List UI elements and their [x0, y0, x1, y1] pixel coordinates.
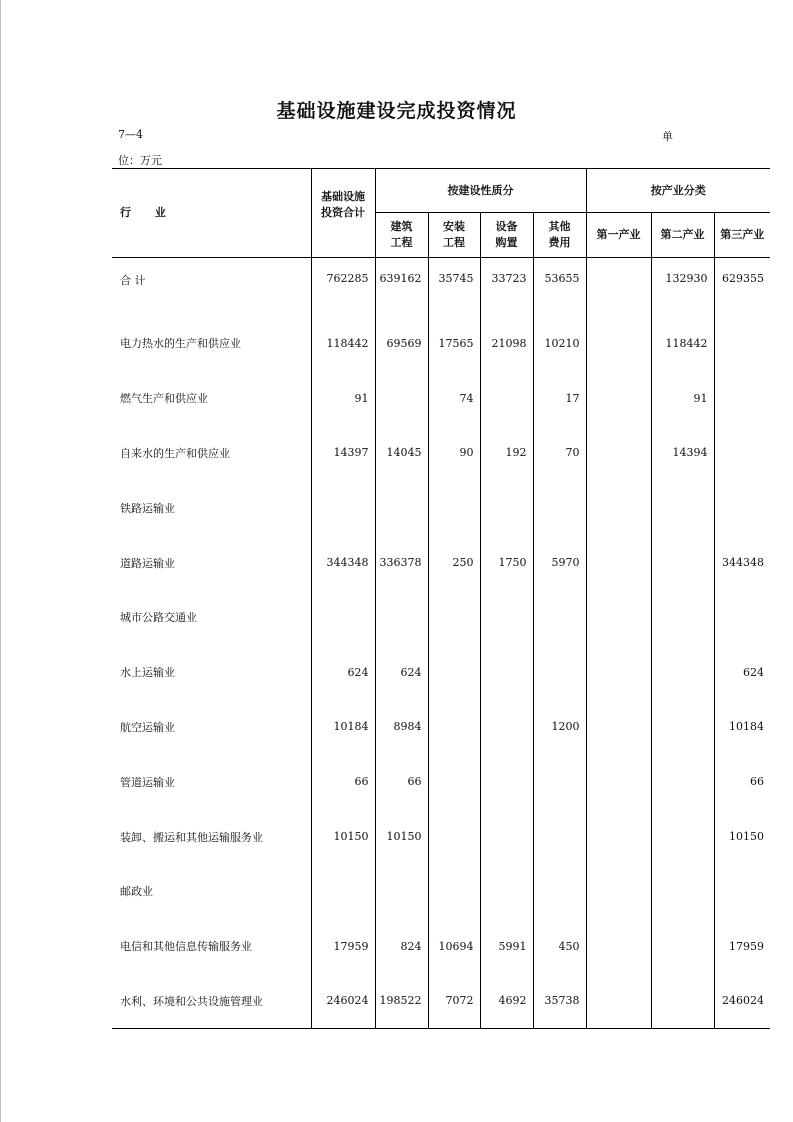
row-industry-name: 电信和其他信息传输服务业 — [120, 940, 252, 954]
row-industry-name: 燃气生产和供应业 — [120, 392, 208, 406]
row-industry-name: 电力热水的生产和供应业 — [120, 337, 241, 351]
cell-secondary: 132930 — [651, 258, 714, 317]
cell-secondary — [651, 590, 714, 645]
row-industry-name: 自来水的生产和供应业 — [120, 446, 230, 460]
cell-other: 17 — [533, 371, 586, 426]
table-row — [112, 754, 770, 809]
page-left-edge — [0, 0, 1, 1122]
cell-total: 246024 — [311, 974, 375, 1029]
row-industry-name: 城市公路交通业 — [120, 611, 197, 625]
cell-equipment — [480, 480, 533, 535]
cell-total — [311, 864, 375, 919]
header-industry: 行 业 — [112, 169, 311, 258]
cell-construction: 14045 — [375, 426, 428, 481]
cell-total: 91 — [311, 371, 375, 426]
cell-secondary — [651, 480, 714, 535]
cell-primary — [586, 426, 651, 481]
cell-secondary: 14394 — [651, 426, 714, 481]
cell-total: 66 — [311, 754, 375, 809]
cell-construction — [375, 480, 428, 535]
cell-primary — [586, 700, 651, 755]
table-row — [112, 974, 770, 1029]
cell-construction: 66 — [375, 754, 428, 809]
cell-installation — [428, 700, 480, 755]
cell-secondary — [651, 919, 714, 974]
header-equipment-line2: 购置 — [495, 236, 518, 249]
table-row — [112, 480, 770, 535]
cell-equipment — [480, 371, 533, 426]
cell-total: 10150 — [311, 809, 375, 864]
table-row — [112, 258, 770, 317]
cell-primary — [586, 919, 651, 974]
header-construction — [375, 213, 428, 258]
cell-primary — [586, 371, 651, 426]
table-row — [112, 864, 770, 919]
cell-construction: 639162 — [375, 258, 428, 317]
cell-other — [533, 864, 586, 919]
header-construction-line2: 工程 — [390, 236, 413, 249]
cell-other: 450 — [533, 919, 586, 974]
cell-tertiary — [714, 590, 770, 645]
cell-tertiary — [714, 426, 770, 481]
table-row — [112, 535, 770, 590]
cell-installation — [428, 754, 480, 809]
table-row — [112, 919, 770, 974]
cell-installation — [428, 864, 480, 919]
cell-total: 762285 — [311, 258, 375, 317]
cell-total — [311, 590, 375, 645]
cell-construction: 336378 — [375, 535, 428, 590]
row-industry-name: 航空运输业 — [120, 720, 175, 734]
cell-total: 344348 — [311, 535, 375, 590]
cell-equipment: 192 — [480, 426, 533, 481]
cell-primary — [586, 645, 651, 700]
cell-installation — [428, 645, 480, 700]
cell-construction — [375, 590, 428, 645]
investment-table — [112, 168, 770, 1029]
cell-equipment — [480, 864, 533, 919]
cell-tertiary: 10184 — [714, 700, 770, 755]
cell-total: 17959 — [311, 919, 375, 974]
cell-tertiary — [714, 864, 770, 919]
cell-primary — [586, 480, 651, 535]
cell-primary — [586, 809, 651, 864]
table-row — [112, 590, 770, 645]
header-installation — [428, 213, 480, 258]
cell-construction: 198522 — [375, 974, 428, 1029]
cell-equipment: 4692 — [480, 974, 533, 1029]
cell-construction: 624 — [375, 645, 428, 700]
row-industry-name: 装卸、搬运和其他运输服务业 — [120, 830, 263, 844]
header-total-line2: 投资合计 — [321, 206, 365, 219]
cell-other: 10210 — [533, 316, 586, 371]
cell-secondary — [651, 535, 714, 590]
header-construction-line1: 建筑 — [390, 220, 413, 233]
cell-installation — [428, 809, 480, 864]
cell-tertiary: 624 — [714, 645, 770, 700]
cell-equipment: 1750 — [480, 535, 533, 590]
cell-other — [533, 754, 586, 809]
cell-total: 118442 — [311, 316, 375, 371]
cell-secondary — [651, 974, 714, 1029]
header-total-line1: 基础设施 — [321, 190, 365, 203]
cell-tertiary: 629355 — [714, 258, 770, 317]
cell-equipment — [480, 754, 533, 809]
header-other-line2: 费用 — [548, 236, 571, 249]
cell-other — [533, 645, 586, 700]
cell-secondary — [651, 700, 714, 755]
cell-total: 10184 — [311, 700, 375, 755]
cell-installation: 35745 — [428, 258, 480, 317]
cell-construction: 69569 — [375, 316, 428, 371]
table-row — [112, 371, 770, 426]
table-row — [112, 426, 770, 481]
cell-secondary — [651, 864, 714, 919]
cell-installation: 10694 — [428, 919, 480, 974]
header-other — [533, 213, 586, 258]
cell-total: 624 — [311, 645, 375, 700]
header-primary: 第一产业 — [586, 213, 651, 258]
cell-installation: 7072 — [428, 974, 480, 1029]
cell-construction: 824 — [375, 919, 428, 974]
cell-construction — [375, 864, 428, 919]
header-secondary: 第二产业 — [651, 213, 714, 258]
row-industry-name: 邮政业 — [120, 885, 153, 899]
cell-tertiary: 66 — [714, 754, 770, 809]
table-row — [112, 645, 770, 700]
header-installation-line1: 安装 — [443, 220, 465, 233]
row-industry-name: 合 计 — [120, 274, 146, 287]
cell-secondary — [651, 754, 714, 809]
cell-equipment — [480, 809, 533, 864]
cell-tertiary: 10150 — [714, 809, 770, 864]
cell-primary — [586, 974, 651, 1029]
cell-tertiary: 17959 — [714, 919, 770, 974]
cell-equipment — [480, 645, 533, 700]
header-other-line1: 其他 — [548, 220, 571, 233]
table-number: 7—4 — [118, 128, 143, 141]
cell-installation: 17565 — [428, 316, 480, 371]
cell-construction: 10150 — [375, 809, 428, 864]
cell-other — [533, 480, 586, 535]
cell-other: 70 — [533, 426, 586, 481]
cell-primary — [586, 754, 651, 809]
header-tertiary: 第三产业 — [714, 213, 770, 258]
table-body — [112, 258, 770, 1029]
cell-tertiary: 246024 — [714, 974, 770, 1029]
header-by-industry: 按产业分类 — [586, 169, 770, 213]
cell-equipment — [480, 700, 533, 755]
cell-installation: 250 — [428, 535, 480, 590]
header-equipment — [480, 213, 533, 258]
cell-installation: 90 — [428, 426, 480, 481]
cell-primary — [586, 316, 651, 371]
cell-other: 53655 — [533, 258, 586, 317]
cell-construction: 8984 — [375, 700, 428, 755]
table-row — [112, 700, 770, 755]
unit-label-part2: 位：万元 — [118, 154, 162, 167]
header-total — [311, 169, 375, 258]
cell-secondary — [651, 645, 714, 700]
row-industry-name: 水利、环境和公共设施管理业 — [112, 974, 311, 1029]
cell-primary — [586, 590, 651, 645]
header-installation-line2: 工程 — [443, 236, 465, 249]
cell-total — [311, 480, 375, 535]
row-industry-name: 铁路运输业 — [120, 501, 175, 515]
page-title: 基础设施建设完成投资情况 — [276, 100, 517, 122]
cell-primary — [586, 535, 651, 590]
cell-tertiary — [714, 480, 770, 535]
cell-secondary: 91 — [651, 371, 714, 426]
cell-tertiary — [714, 316, 770, 371]
header-by-nature: 按建设性质分 — [375, 169, 586, 213]
cell-other: 5970 — [533, 535, 586, 590]
cell-other — [533, 590, 586, 645]
cell-other: 1200 — [533, 700, 586, 755]
cell-equipment — [480, 590, 533, 645]
cell-equipment: 33723 — [480, 258, 533, 317]
cell-tertiary — [714, 371, 770, 426]
cell-installation: 74 — [428, 371, 480, 426]
cell-total: 14397 — [311, 426, 375, 481]
cell-tertiary: 344348 — [714, 535, 770, 590]
cell-installation — [428, 590, 480, 645]
cell-primary — [586, 864, 651, 919]
row-industry-name: 道路运输业 — [120, 556, 175, 570]
cell-equipment: 21098 — [480, 316, 533, 371]
row-industry-name: 管道运输业 — [120, 775, 175, 789]
cell-construction — [375, 371, 428, 426]
table-row — [112, 809, 770, 864]
header-equipment-line1: 设备 — [495, 220, 518, 233]
cell-primary — [586, 258, 651, 317]
cell-secondary — [651, 809, 714, 864]
table-row — [112, 316, 770, 371]
cell-secondary: 118442 — [651, 316, 714, 371]
cell-other: 35738 — [533, 974, 586, 1029]
cell-other — [533, 809, 586, 864]
cell-installation — [428, 480, 480, 535]
cell-equipment: 5991 — [480, 919, 533, 974]
row-industry-name: 水上运输业 — [120, 666, 175, 680]
unit-label-part1: 单 — [662, 130, 673, 143]
